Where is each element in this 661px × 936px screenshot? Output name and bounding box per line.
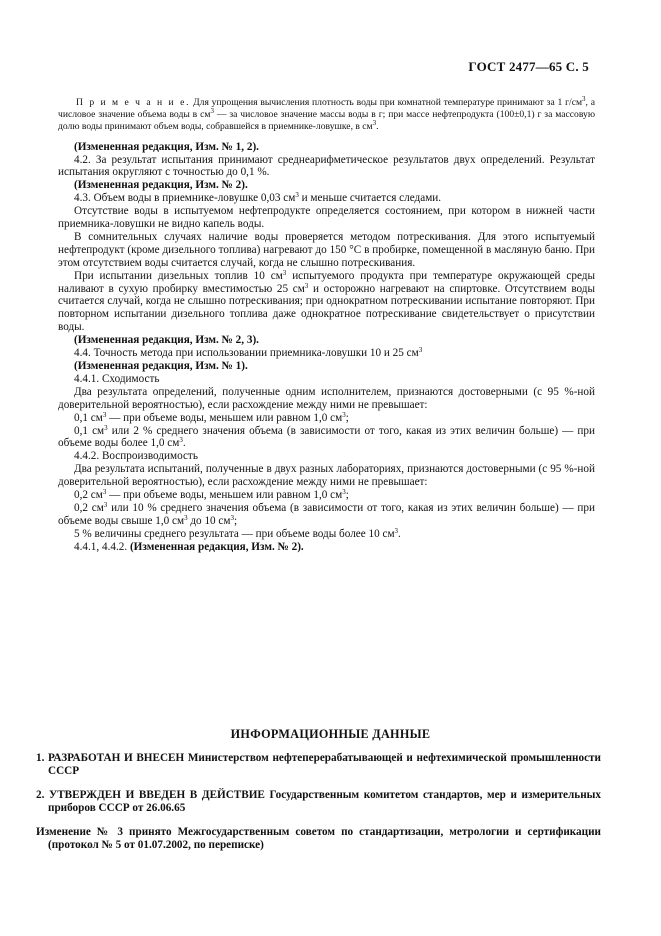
text-span: — при объеме воды, меньшем или равном 1,0 см xyxy=(106,411,343,424)
text-span: При испытании дизельных топлив 10 см xyxy=(74,269,283,282)
superscript: 3 xyxy=(418,346,423,355)
reproducibility-paragraph: Два результата испытаний, полученные в двух разных лабораториях, признаются достоверными (с 95 %-ной доверительной вероятностью), если расхождение между ними не превышает: xyxy=(58,463,595,489)
reproducibility-limit-1 xyxy=(58,489,595,502)
superscript: 3 xyxy=(230,513,234,522)
note-paragraph xyxy=(58,97,595,134)
paragraph-diesel xyxy=(58,270,595,335)
paragraph-absence: Отсутствие воды в испытуемом нефтепродукте определяется состоянием, при котором в нижней части приемника-ловушки не видно капель воды. xyxy=(58,205,595,231)
superscript: 3 xyxy=(104,423,108,432)
note-sup: 3 xyxy=(372,119,377,128)
revision-note: (Измененная редакция, Изм. № 2, 3). xyxy=(74,334,259,347)
text-span: 0,2 см xyxy=(74,501,104,514)
revision-note: (Измененная редакция, Изм. № 1). xyxy=(74,360,248,373)
text-span: (Измененная редакция, Изм. № 2). xyxy=(129,540,304,553)
clause-4-4-1-heading: 4.4.1. Сходимость xyxy=(74,372,160,385)
text-span: ; xyxy=(233,514,238,527)
note-text-4: . xyxy=(376,121,379,133)
text-span: и меньше считается следами. xyxy=(298,192,442,205)
text-span: 4.4. Точность метода при использовании приемника-ловушки 10 и 25 см xyxy=(74,347,419,360)
text-span: . xyxy=(182,437,186,450)
info-item-amendment: Изменение № 3 принято Межгосударственным советом по стандартизации, метрологии и сертификации (протокол № 5 от 01.07.2002, по переписке) xyxy=(36,826,601,851)
superscript: 3 xyxy=(342,410,346,419)
page-header: ГОСТ 2477—65 С. 5 xyxy=(468,59,589,74)
paragraph-crackle-method: В сомнительных случаях наличие воды проверяется методом потрескивания. Для этого испытуемый нефтепродукт (кроме дизельного топлива) нагревают до 150 °С в пробирке, помещенной в масляную баню. При этом отсутствием воды считается случай, когда не слышно потрескивания. xyxy=(58,230,595,269)
text-span: ; xyxy=(345,411,349,424)
clause-4-4-2-heading: 4.4.2. Воспроизводимость xyxy=(74,450,198,463)
info-section-title: ИНФОРМАЦИОННЫЕ ДАННЫЕ xyxy=(230,727,431,741)
info-section-list xyxy=(36,752,601,863)
note-sup: 3 xyxy=(582,95,586,103)
note-text-2: , а числовое значение объема воды в см xyxy=(58,97,595,121)
text-span: — при объеме воды, меньшем или равном 1,0 см xyxy=(106,489,343,502)
text-span: или 10 % среднего значения объема (в зависимости от того, какая из этих величин больше) — при объеме воды свыше 1,0 см xyxy=(58,501,595,527)
reproducibility-limit-2 xyxy=(58,502,595,528)
clause-4-3 xyxy=(58,192,595,205)
repeatability-paragraph: Два результата определений, полученные одним исполнителем, признаются достоверными (с 95 %-ной доверительной вероятностью), если расхождение между ними не превышает: xyxy=(58,385,595,411)
text-span: 5 % величины среднего результата — при объеме воды более 10 см xyxy=(74,527,395,540)
clause-4-2: 4.2. За результат испытания принимают среднеарифметическое результатов двух определений. Результат испытания округляют с точностью до 0,1 %. xyxy=(58,153,595,179)
text-span: ; xyxy=(345,489,349,502)
text-span: до 10 см xyxy=(187,514,231,527)
superscript: 3 xyxy=(282,268,287,277)
info-item-2: 2. УТВЕРЖДЕН И ВВЕДЕН В ДЕЙСТВИЕ Государственным комитетом стандартов, мер и измерительных приборов СССР от 26.06.65 xyxy=(36,789,601,814)
superscript: 3 xyxy=(295,191,299,200)
reproducibility-limit-3 xyxy=(58,528,595,541)
text-span: и осторожно нагревают на спиртовке. Отсутствием воды считается случай, когда не слышно потрескивания; при однократном потрескивании испытание повторяют. При повторном испытании дизельного топлива даже однократное потрескивание свидетельствует о присутствии воды. xyxy=(58,282,596,334)
superscript: 3 xyxy=(102,488,107,497)
text-span: 0,1 см xyxy=(74,411,103,424)
note-label: П р и м е ч а н и е. xyxy=(76,97,191,108)
text-span: 0,1 см xyxy=(74,424,105,437)
superscript: 3 xyxy=(304,281,309,290)
revision-note: (Измененная редакция, Изм. № 2). xyxy=(74,179,248,192)
superscript: 3 xyxy=(102,410,107,419)
text-span: 4.4.1, 4.4.2. xyxy=(74,540,130,553)
superscript: 3 xyxy=(342,488,346,497)
text-span: . xyxy=(398,527,401,540)
note-sup: 3 xyxy=(210,107,214,116)
superscript: 3 xyxy=(179,436,183,445)
revision-note: (Измененная редакция, Изм. № 1, 2). xyxy=(74,140,259,153)
superscript: 3 xyxy=(103,500,108,509)
repeatability-limit-2 xyxy=(58,425,595,451)
clause-4-4 xyxy=(58,347,595,360)
info-item-1: 1. РАЗРАБОТАН И ВНЕСЕН Министерством нефтеперерабатывающей и нефтехимической промышленности СССР xyxy=(36,752,601,777)
text-span: или 2 % среднего значения объема (в зависимости от того, какая из этих величин больше) — при объеме воды более 1,0 см xyxy=(58,424,595,450)
superscript: 3 xyxy=(184,513,188,522)
repeatability-limit-1 xyxy=(58,412,595,425)
superscript: 3 xyxy=(394,526,399,535)
text-span: 0,2 см xyxy=(74,489,103,502)
text-span: испытуемого продукта при температуре окружающей среды наливают в сухую пробирку вместимостью 25 см xyxy=(58,269,595,295)
note-text-3: — за числовое значение массы воды в г; при массе нефтепродукта (100±0,1) г за массовую долю воды принимают объем воды, собравшейся в приемнике-ловушке, в см xyxy=(58,109,595,133)
text-span: 4.3. Объем воды в приемнике-ловушке 0,03 см xyxy=(74,192,296,205)
note-text-1: Для упрощения вычисления плотность воды при комнатной температуре принимают за 1 г/см xyxy=(190,97,583,108)
main-content xyxy=(58,97,595,554)
revision-note-final xyxy=(58,541,595,554)
